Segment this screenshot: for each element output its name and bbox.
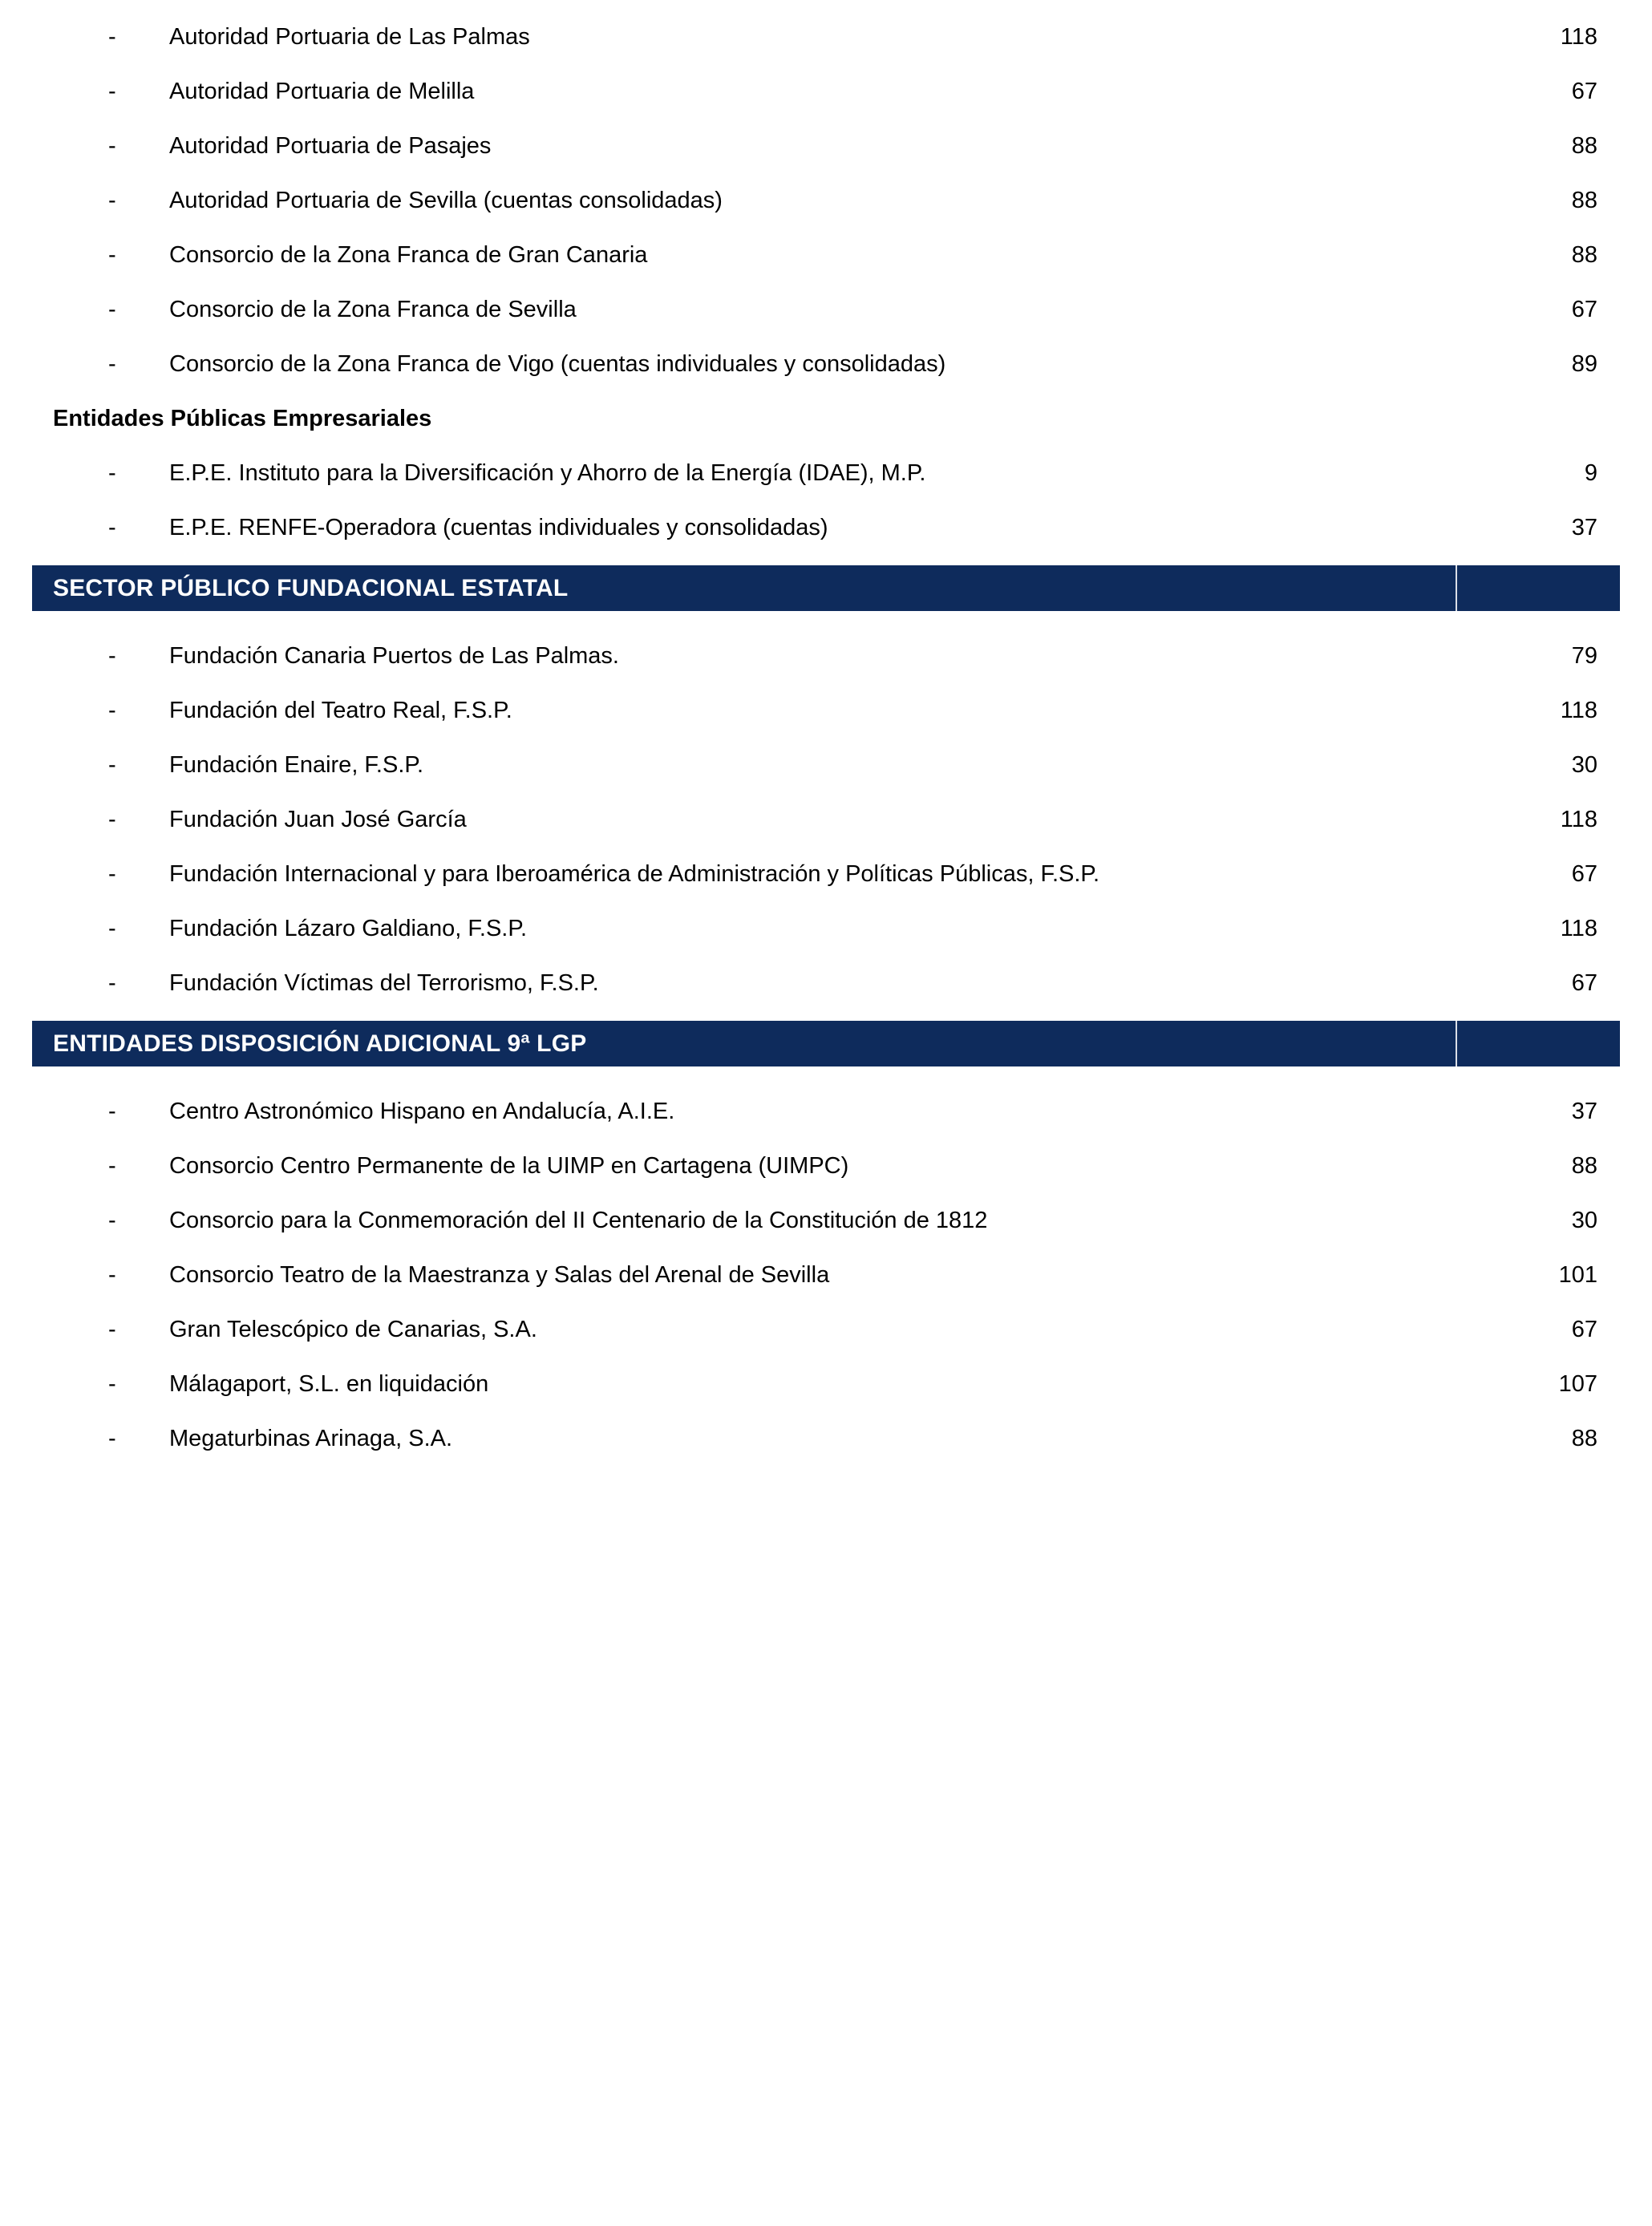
toc-entry-page: 88 bbox=[1571, 241, 1597, 268]
toc-entry-page: 79 bbox=[1571, 642, 1597, 669]
toc-entry-label: Fundación Canaria Puertos de Las Palmas. bbox=[169, 642, 619, 669]
toc-entry-page: 30 bbox=[1571, 1207, 1597, 1233]
bullet-dash: - bbox=[108, 697, 116, 723]
toc-entry-label: Fundación Lázaro Galdiano, F.S.P. bbox=[169, 915, 528, 941]
toc-entry bbox=[0, 738, 1652, 792]
toc-entry-label: Consorcio Teatro de la Maestranza y Salas del Arenal de Sevilla bbox=[169, 1261, 830, 1288]
toc-entry-label: Consorcio Centro Permanente de la UIMP en Cartagena (UIMPC) bbox=[169, 1152, 849, 1179]
toc-entry-label: E.P.E. RENFE-Operadora (cuentas individuales y consolidadas) bbox=[169, 514, 828, 540]
toc-entry bbox=[0, 119, 1652, 173]
toc-entry-page: 107 bbox=[1558, 1370, 1597, 1397]
bullet-dash: - bbox=[108, 187, 116, 213]
toc-entry bbox=[0, 847, 1652, 901]
toc-entry-label: Centro Astronómico Hispano en Andalucía, A.I.E. bbox=[169, 1098, 675, 1124]
toc-entry-label: Consorcio de la Zona Franca de Sevilla bbox=[169, 296, 577, 322]
bullet-dash: - bbox=[108, 459, 116, 486]
toc-entry bbox=[0, 1302, 1652, 1357]
section-banner bbox=[32, 1021, 1620, 1066]
toc-entry-label: Consorcio para la Conmemoración del II Centenario de la Constitución de 1812 bbox=[169, 1207, 988, 1233]
toc-entry-page: 37 bbox=[1571, 1098, 1597, 1124]
toc-entry-page: 118 bbox=[1560, 23, 1597, 50]
bullet-dash: - bbox=[108, 1370, 116, 1397]
bullet-dash: - bbox=[108, 642, 116, 669]
bullet-dash: - bbox=[108, 969, 116, 996]
toc-entry-label: Consorcio de la Zona Franca de Gran Canaria bbox=[169, 241, 648, 268]
toc-entry-label: Autoridad Portuaria de Pasajes bbox=[169, 132, 492, 159]
bullet-dash: - bbox=[108, 1098, 116, 1124]
toc-entry-page: 67 bbox=[1571, 860, 1597, 887]
toc-entry-label: Fundación Internacional y para Iberoamérica de Administración y Políticas Públicas, F.S.P. bbox=[169, 860, 1100, 887]
toc-entry-label: E.P.E. Instituto para la Diversificación y Ahorro de la Energía (IDAE), M.P. bbox=[169, 459, 926, 486]
toc-entry-page: 67 bbox=[1571, 78, 1597, 104]
toc-entry bbox=[0, 10, 1652, 64]
bullet-dash: - bbox=[108, 350, 116, 377]
toc-entry-label: Autoridad Portuaria de Sevilla (cuentas consolidadas) bbox=[169, 187, 723, 213]
toc-entry-page: 37 bbox=[1571, 514, 1597, 540]
section-subheader bbox=[0, 391, 1652, 446]
toc-entry bbox=[0, 683, 1652, 738]
toc-entry bbox=[0, 500, 1652, 555]
toc-entry-page: 30 bbox=[1571, 751, 1597, 778]
bullet-dash: - bbox=[108, 1316, 116, 1342]
section-banner bbox=[32, 565, 1620, 611]
toc-entry bbox=[0, 64, 1652, 119]
toc-entry bbox=[0, 901, 1652, 956]
toc-entry bbox=[0, 173, 1652, 228]
toc-entry-page: 89 bbox=[1571, 350, 1597, 377]
bullet-dash: - bbox=[108, 241, 116, 268]
toc-entry-label: Autoridad Portuaria de Melilla bbox=[169, 78, 475, 104]
toc-entry bbox=[0, 1248, 1652, 1302]
toc-entry bbox=[0, 337, 1652, 391]
toc-entry bbox=[0, 629, 1652, 683]
toc-entry-page: 67 bbox=[1571, 296, 1597, 322]
toc-entry-page: 88 bbox=[1571, 132, 1597, 159]
bullet-dash: - bbox=[108, 514, 116, 540]
section-banner-label: ENTIDADES DISPOSICIÓN ADICIONAL 9ª LGP bbox=[53, 1030, 587, 1057]
toc-entry bbox=[0, 228, 1652, 282]
toc-entry-label: Fundación Juan José García bbox=[169, 806, 467, 832]
bullet-dash: - bbox=[108, 1261, 116, 1288]
toc-entry-label: Málagaport, S.L. en liquidación bbox=[169, 1370, 489, 1397]
bullet-dash: - bbox=[108, 860, 116, 887]
toc-entry bbox=[0, 956, 1652, 1010]
toc-entry-page: 101 bbox=[1558, 1261, 1597, 1288]
toc-entry-page: 118 bbox=[1560, 806, 1597, 832]
bullet-dash: - bbox=[108, 132, 116, 159]
bullet-dash: - bbox=[108, 23, 116, 50]
section-banner-label: SECTOR PÚBLICO FUNDACIONAL ESTATAL bbox=[53, 574, 569, 601]
toc-entry-page: 9 bbox=[1584, 459, 1597, 486]
bullet-dash: - bbox=[108, 806, 116, 832]
toc-entry bbox=[0, 446, 1652, 500]
toc-entry bbox=[0, 282, 1652, 337]
toc-entry bbox=[0, 792, 1652, 847]
toc-entry bbox=[0, 1084, 1652, 1139]
toc-entry-page: 88 bbox=[1571, 1152, 1597, 1179]
toc-entry bbox=[0, 1357, 1652, 1411]
bullet-dash: - bbox=[108, 1425, 116, 1451]
bullet-dash: - bbox=[108, 1207, 116, 1233]
toc-entry bbox=[0, 1193, 1652, 1248]
toc-entry-page: 67 bbox=[1571, 969, 1597, 996]
toc-entry-label: Consorcio de la Zona Franca de Vigo (cuentas individuales y consolidadas) bbox=[169, 350, 946, 377]
section-subheader-label: Entidades Públicas Empresariales bbox=[53, 405, 432, 431]
toc-entry-page: 118 bbox=[1560, 915, 1597, 941]
toc-entry-label: Autoridad Portuaria de Las Palmas bbox=[169, 23, 530, 50]
toc-entry bbox=[0, 1139, 1652, 1193]
toc-entry-label: Fundación Enaire, F.S.P. bbox=[169, 751, 424, 778]
toc-entry-page: 88 bbox=[1571, 1425, 1597, 1451]
bullet-dash: - bbox=[108, 1152, 116, 1179]
bullet-dash: - bbox=[108, 915, 116, 941]
bullet-dash: - bbox=[108, 296, 116, 322]
toc-entry-label: Fundación del Teatro Real, F.S.P. bbox=[169, 697, 512, 723]
toc-entry-label: Fundación Víctimas del Terrorismo, F.S.P. bbox=[169, 969, 599, 996]
toc-entry-label: Megaturbinas Arinaga, S.A. bbox=[169, 1425, 453, 1451]
toc-entry-page: 88 bbox=[1571, 187, 1597, 213]
section-banner-end-cell bbox=[1456, 565, 1620, 611]
bullet-dash: - bbox=[108, 751, 116, 778]
bullet-dash: - bbox=[108, 78, 116, 104]
section-banner-end-cell bbox=[1456, 1021, 1620, 1066]
toc-entry bbox=[0, 1411, 1652, 1466]
toc-entry-label: Gran Telescópico de Canarias, S.A. bbox=[169, 1316, 537, 1342]
toc-entry-page: 118 bbox=[1560, 697, 1597, 723]
toc-entry-page: 67 bbox=[1571, 1316, 1597, 1342]
